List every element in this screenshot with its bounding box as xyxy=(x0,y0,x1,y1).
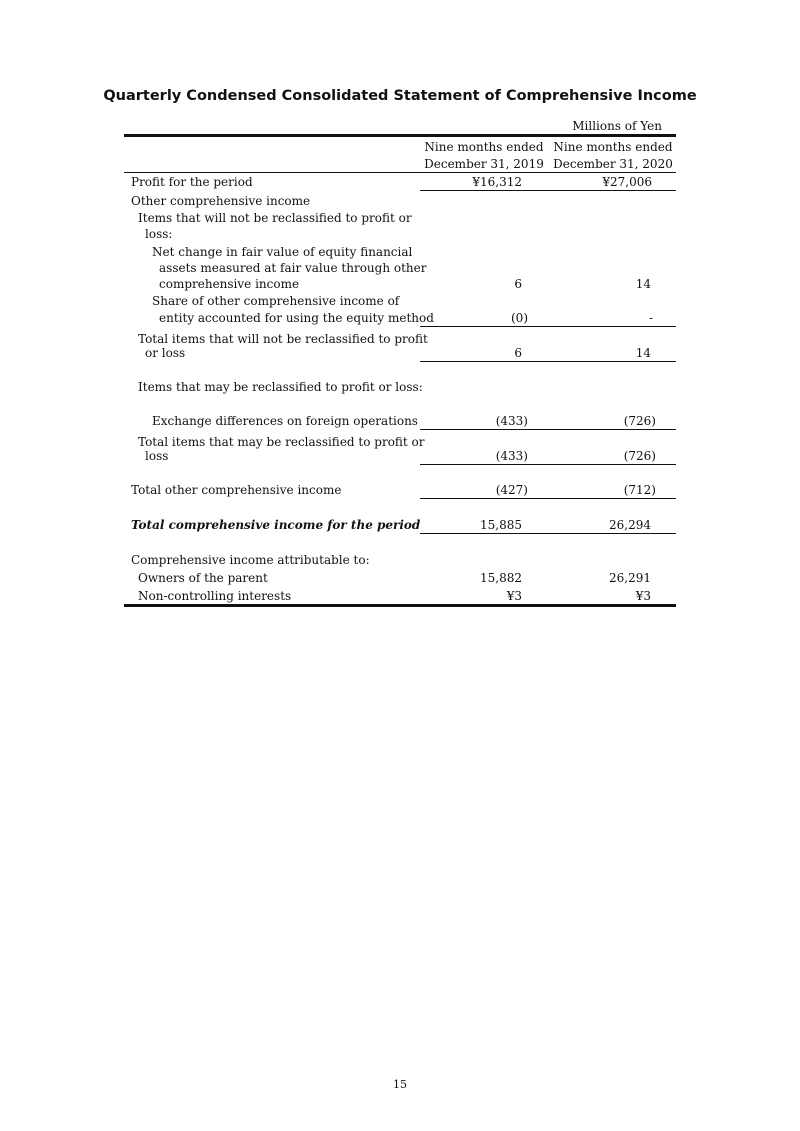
fx-label: Exchange differences on foreign operations xyxy=(152,414,418,428)
profit-v1: ¥16,312 xyxy=(472,175,522,189)
nci-v1: ¥3 xyxy=(506,589,522,603)
total-may-reclass-v1: (433) xyxy=(495,449,528,463)
not-reclass-header-line2: loss: xyxy=(145,227,173,241)
nci-label: Non-controlling interests xyxy=(138,589,292,603)
total-oci-label: Total other comprehensive income xyxy=(131,483,342,497)
fvoci-v2: 14 xyxy=(635,277,651,291)
profit-label: Profit for the period xyxy=(131,175,253,189)
fvoci-label-line2: assets measured at fair value through other xyxy=(159,261,427,275)
total-oci-v1: (427) xyxy=(495,483,528,497)
column-header-rule xyxy=(124,172,676,173)
col1-header-line2: December 31, 2019 xyxy=(424,157,544,171)
page-title: Quarterly Condensed Consolidated Statement of Comprehensive Income xyxy=(103,88,697,104)
equity-share-v1: (0) xyxy=(511,311,528,325)
total-oci-rule xyxy=(420,498,676,499)
total-ci-label: Total comprehensive income for the period xyxy=(131,518,421,532)
fx-rule xyxy=(420,429,676,430)
col2-header-line1: Nine months ended xyxy=(553,140,673,154)
unit-label: Millions of Yen xyxy=(572,119,662,133)
not-reclass-header-line1: Items that will not be reclassified to profit or xyxy=(138,211,412,225)
total-ci-v2: 26,294 xyxy=(609,518,651,532)
total-oci-v2: (712) xyxy=(623,483,656,497)
equity-share-v2: - xyxy=(648,311,653,325)
total-ci-v1: 15,885 xyxy=(480,518,522,532)
fx-v2: (726) xyxy=(623,414,656,428)
total-ci-rule xyxy=(420,533,676,534)
fvoci-label-line3: comprehensive income xyxy=(159,277,300,291)
table-bottom-rule xyxy=(124,604,676,607)
may-reclass-header: Items that may be reclassified to profit or loss: xyxy=(138,380,423,394)
fvoci-label-line1: Net change in fair value of equity financial xyxy=(152,245,413,259)
total-not-reclass-label-line2: or loss xyxy=(145,346,186,360)
total-may-reclass-label-line2: loss xyxy=(145,449,169,463)
oci-header: Other comprehensive income xyxy=(131,194,311,208)
fx-v1: (433) xyxy=(495,414,528,428)
owners-v1: 15,882 xyxy=(480,571,522,585)
total-not-reclass-label-line1: Total items that will not be reclassified to profit xyxy=(138,332,428,346)
profit-v2: ¥27,006 xyxy=(602,175,652,189)
total-not-reclass-v1: 6 xyxy=(514,346,522,360)
col2-header-line2: December 31, 2020 xyxy=(553,157,673,171)
total-not-reclass-rule xyxy=(420,361,676,362)
nci-v2: ¥3 xyxy=(635,589,651,603)
header-rule xyxy=(124,134,676,137)
total-may-reclass-rule xyxy=(420,464,676,465)
owners-v2: 26,291 xyxy=(609,571,651,585)
col1-header-line1: Nine months ended xyxy=(424,140,544,154)
total-may-reclass-label-line1: Total items that may be reclassified to profit or xyxy=(138,435,425,449)
total-not-reclass-v2: 14 xyxy=(635,346,651,360)
attrib-header: Comprehensive income attributable to: xyxy=(131,553,370,567)
equity-share-label-line1: Share of other comprehensive income of xyxy=(152,294,400,308)
owners-label: Owners of the parent xyxy=(138,571,268,585)
fvoci-v1: 6 xyxy=(514,277,522,291)
total-may-reclass-v2: (726) xyxy=(623,449,656,463)
equity-share-rule xyxy=(420,326,676,327)
page-number: 15 xyxy=(393,1078,407,1091)
equity-share-label-line2: entity accounted for using the equity method xyxy=(159,311,434,325)
profit-rule xyxy=(420,190,676,191)
